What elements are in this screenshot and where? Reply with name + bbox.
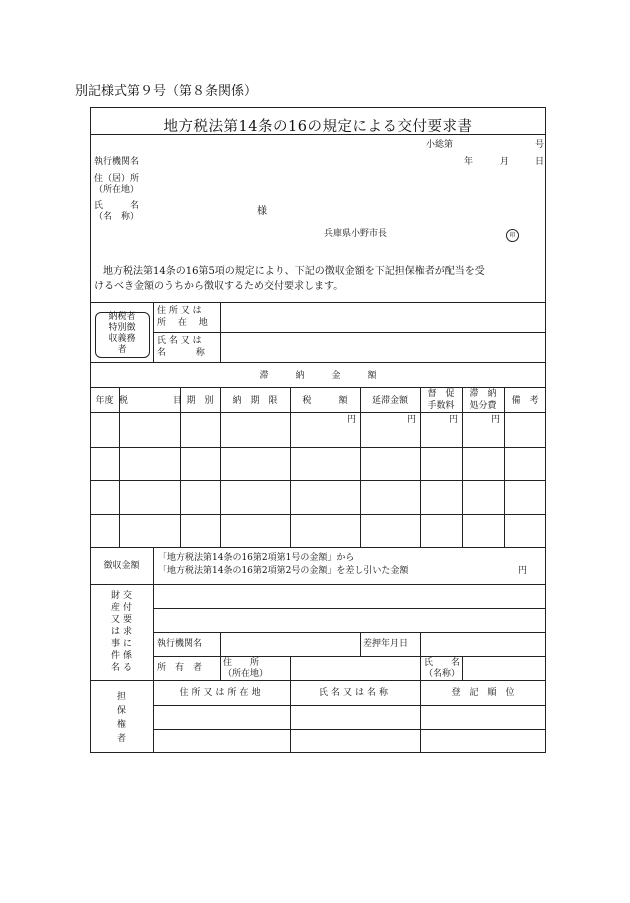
property-label-char: 又 — [111, 615, 121, 625]
property-label-char: 要 — [123, 615, 133, 625]
security-holder-char: 者 — [116, 734, 126, 744]
security-holder-char: 担 — [116, 692, 126, 702]
taxpayer-label-4: 者 — [117, 345, 127, 355]
security-holder-char: 保 — [116, 706, 126, 716]
divider — [153, 632, 546, 633]
property-label-char: 係 — [123, 651, 133, 661]
arrears-heading: 滞 納 金 額 — [259, 371, 377, 381]
col-header-year: 年度 — [95, 396, 114, 406]
body-text-line1: 地方税法第14条の16第5項の規定により、下記の徴収金額を下記担保権者が配当を受 — [103, 266, 485, 277]
divider — [360, 632, 361, 656]
owner-name-label-2: （名称） — [424, 669, 461, 679]
divider — [153, 705, 546, 706]
divider — [220, 632, 221, 680]
collection-unit: 円 — [518, 566, 528, 576]
unit-yen-tax: 円 — [347, 415, 357, 425]
col-header-tax-amount: 税 額 — [302, 396, 348, 406]
taxpayer-address-label-2: 所 在 地 — [157, 318, 208, 328]
divider — [220, 387, 221, 547]
issuer-label: 執行機関名 — [94, 157, 140, 167]
property-label-char: 事 — [111, 639, 121, 649]
property-label-char: 財 — [111, 591, 121, 601]
divider — [119, 387, 120, 547]
date-month: 月 — [500, 157, 510, 167]
divider — [420, 632, 421, 680]
divider — [360, 387, 361, 547]
divider — [153, 547, 154, 584]
divider — [90, 302, 546, 303]
addressee-address-label: 住（居）所 — [94, 174, 140, 184]
collection-text-line1: 「地方税法第14条の16第2項第1号の金額」から — [158, 553, 355, 563]
divider — [153, 332, 546, 333]
addressee-address-sublabel: （所在地） — [94, 185, 140, 195]
doc-number-suffix: 号 — [535, 140, 545, 150]
owner-label: 所 有 者 — [157, 663, 203, 673]
unit-yen-delinquency: 円 — [407, 415, 417, 425]
divider — [90, 387, 546, 388]
property-label-char: 産 — [111, 603, 121, 613]
col-header-reminder-fee-1: 督 促 — [427, 389, 455, 399]
unit-yen-disposition: 円 — [491, 415, 501, 425]
col-header-delinquency: 延滞金額 — [371, 396, 408, 406]
col-header-tax-item: 税 目 — [119, 396, 183, 406]
date-year: 年 — [464, 157, 474, 167]
col-header-disposition-fee-2: 処分費 — [469, 401, 497, 411]
property-label-char: 件 — [111, 651, 121, 661]
security-col-rank: 登 記 順 位 — [451, 688, 515, 698]
divider — [90, 514, 546, 515]
taxpayer-label-3: 収義務 — [108, 334, 136, 344]
security-holder-char: 権 — [116, 720, 126, 730]
col-header-reminder-fee-2: 手数料 — [427, 401, 455, 411]
divider — [90, 447, 546, 448]
property-label-char: 付 — [123, 603, 133, 613]
seizure-date-label: 差押年月日 — [363, 639, 409, 649]
unit-yen-reminder: 円 — [449, 415, 459, 425]
doc-number-prefix: 小総第 — [426, 140, 454, 150]
taxpayer-name-label-2: 名 称 — [157, 348, 205, 358]
date-day: 日 — [535, 157, 545, 167]
form-title: 地方税法第14条の16の規定による交付要求書 — [163, 119, 473, 135]
body-text-line2: けるべき金額のうちから徴収するため交付要求します。 — [94, 281, 344, 292]
divider — [462, 656, 463, 680]
owner-address-label-1: 住 所 — [223, 658, 260, 668]
seal-mark: 印 — [506, 229, 519, 242]
taxpayer-name-label-1: 氏 名 又 は — [157, 336, 202, 346]
addressee-name-label: 氏 名 — [94, 201, 140, 211]
divider — [90, 584, 546, 585]
security-col-name: 氏名又は名称 — [318, 688, 391, 698]
property-label-char: は — [111, 627, 121, 637]
form-label: 別記様式第９号（第８条関係） — [75, 84, 258, 99]
col-header-period: 期 別 — [186, 396, 214, 406]
col-header-disposition-fee-1: 滞 納 — [469, 389, 497, 399]
divider — [90, 362, 546, 363]
property-label-char: 求 — [123, 627, 133, 637]
divider — [90, 480, 546, 481]
divider — [153, 608, 546, 609]
divider — [504, 387, 505, 547]
taxpayer-label-1: 納税者 — [108, 312, 136, 322]
addressee-name-sublabel: （名 称） — [94, 212, 140, 222]
divider — [90, 412, 546, 413]
divider — [290, 387, 291, 547]
divider — [153, 656, 546, 657]
divider — [90, 680, 546, 681]
divider — [90, 547, 546, 548]
collection-label: 徴収金額 — [103, 561, 140, 571]
divider — [290, 656, 291, 680]
property-label-char: る — [123, 663, 133, 673]
taxpayer-label-2: 特別徴 — [108, 323, 136, 333]
divider — [180, 387, 181, 547]
divider — [153, 729, 546, 730]
agency-name-label: 執行機関名 — [157, 639, 203, 649]
owner-address-label-2: （所在地） — [223, 669, 269, 679]
title-divider — [90, 134, 546, 135]
property-label-char: 交 — [123, 591, 133, 601]
taxpayer-address-label-1: 住 所 又 は — [157, 306, 202, 316]
property-label-char: 名 — [111, 663, 121, 673]
sender-title: 兵庫県小野市長 — [324, 229, 388, 239]
honorific: 様 — [257, 206, 267, 217]
col-header-due-date: 納 期 限 — [232, 396, 278, 406]
property-label-char: に — [123, 639, 133, 649]
security-col-address: 住所又は所在地 — [179, 688, 264, 698]
owner-name-label-1: 氏 名 — [424, 658, 461, 668]
collection-text-line2: 「地方税法第14条の16第2項第2号の金額」を差し引いた金額 — [158, 566, 409, 576]
col-header-remarks: 備 考 — [511, 396, 539, 406]
